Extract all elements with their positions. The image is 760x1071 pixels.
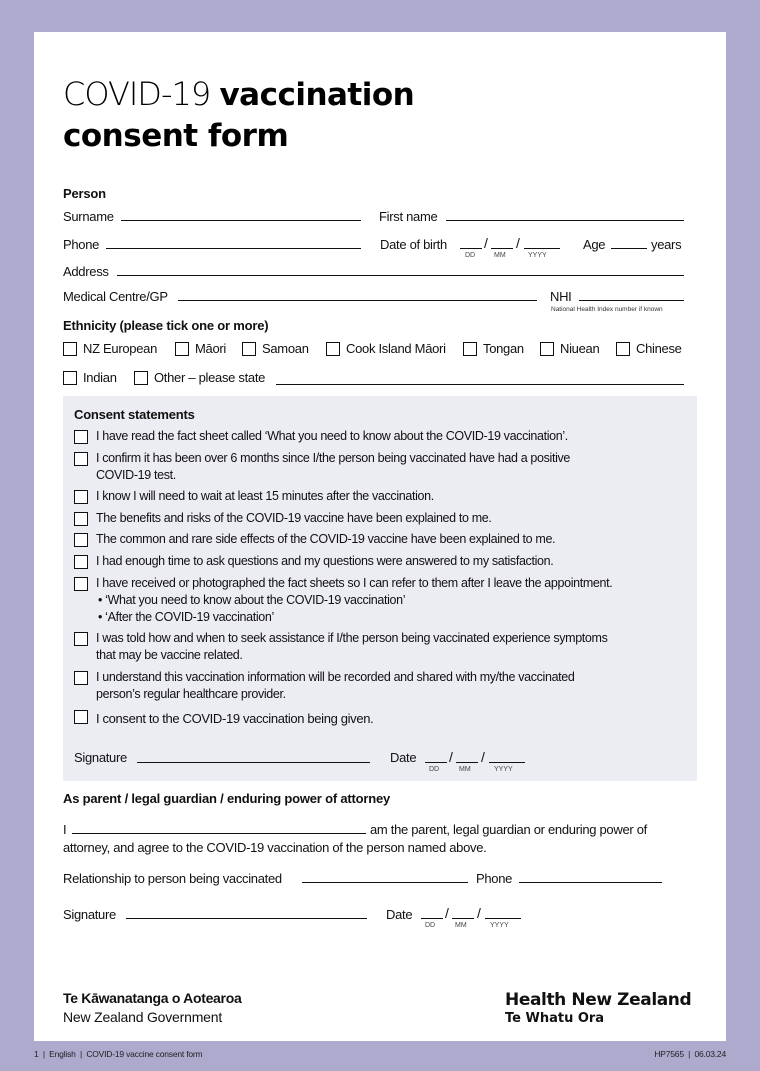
dob-month-field[interactable] [491, 248, 513, 249]
consent-statement: The common and rare side effects of the COVID-19 vaccine have been explained to me. [96, 532, 556, 546]
consent-statement-cont: COVID-19 test. [96, 468, 176, 482]
guardian-name-field[interactable] [72, 833, 366, 834]
consent-statement-final: I consent to the COVID-19 vaccination being given. [96, 711, 374, 726]
slash: / [516, 235, 520, 251]
ethnicity-checkbox-other[interactable] [134, 371, 148, 385]
dd-hint: DD [425, 922, 436, 929]
ethnicity-option: Chinese [636, 341, 682, 356]
nhi-field[interactable] [579, 300, 684, 301]
nhi-note: National Health Index number if known [551, 306, 663, 313]
te-whatu-ora-logo: Te Whatu Ora [505, 1011, 605, 1026]
yyyy-hint: YYYY [490, 922, 509, 929]
consent-statement: The benefits and risks of the COVID-19 vaccine have been explained to me. [96, 511, 492, 525]
consent-checkbox-3[interactable] [74, 490, 88, 504]
slash: / [484, 235, 488, 251]
consent-checkbox-8[interactable] [74, 632, 88, 646]
ethnicity-option: Tongan [483, 341, 524, 356]
yyyy-hint: YYYY [494, 766, 513, 773]
ethnicity-option: Niuean [560, 341, 600, 356]
ethnicity-checkbox-tongan[interactable] [463, 342, 477, 356]
nhi-label: NHI [550, 289, 572, 304]
first-name-label: First name [379, 209, 438, 224]
yyyy-hint: YYYY [528, 252, 547, 259]
ethnicity-option: Māori [195, 341, 227, 356]
age-field[interactable] [611, 248, 647, 249]
gp-label: Medical Centre/GP [63, 289, 168, 304]
slash: / [477, 905, 481, 921]
slash: / [449, 749, 453, 765]
bullet-item: • ‘What you need to know about the COVID-19 vaccination’ [98, 593, 406, 607]
ethnicity-option: Samoan [262, 341, 309, 356]
consent-statement: I was told how and when to seek assistance if I/the person being vaccinated experience symptoms [96, 631, 608, 645]
footer-left: 1 | English | COVID-19 vaccine consent form [34, 1049, 203, 1059]
surname-label: Surname [63, 209, 114, 224]
form-page [34, 32, 726, 1041]
dob-year-field[interactable] [524, 248, 560, 249]
consent-statement: I understand this vaccination information will be recorded and shared with my/the vaccinated [96, 670, 575, 684]
ethnicity-checkbox-chinese[interactable] [616, 342, 630, 356]
consent-checkbox-7[interactable] [74, 577, 88, 591]
bullet-item: • ‘After the COVID-19 vaccination’ [98, 610, 274, 624]
ethnicity-checkbox-nz-european[interactable] [63, 342, 77, 356]
ethnicity-checkbox-cook-island-maori[interactable] [326, 342, 340, 356]
guardian-signature-label: Signature [63, 907, 116, 922]
health-nz-logo: Health New Zealand [505, 990, 692, 1010]
ethnicity-option: Cook Island Māori [346, 341, 446, 356]
guardian-date-month-field[interactable] [452, 918, 474, 919]
date-day-field[interactable] [425, 762, 447, 763]
date-month-field[interactable] [456, 762, 478, 763]
date-label: Date [390, 750, 417, 765]
consent-checkbox-5[interactable] [74, 533, 88, 547]
mm-hint: MM [494, 252, 506, 259]
guardian-date-label: Date [386, 907, 413, 922]
age-label: Age [583, 237, 606, 252]
date-year-field[interactable] [489, 762, 525, 763]
dd-hint: DD [465, 252, 476, 259]
consent-statement-cont: that may be vaccine related. [96, 648, 243, 662]
gp-field[interactable] [178, 300, 537, 301]
consent-statement-cont: person’s regular healthcare provider. [96, 687, 286, 701]
guardian-date-year-field[interactable] [485, 918, 521, 919]
nz-government-logo-maori: Te Kāwanatanga o Aotearoa [63, 990, 242, 1006]
relationship-field[interactable] [302, 882, 468, 883]
consent-statement: I had enough time to ask questions and my questions were answered to my satisfaction. [96, 554, 554, 568]
ethnicity-checkbox-maori[interactable] [175, 342, 189, 356]
address-label: Address [63, 264, 109, 279]
guardian-signature-field[interactable] [126, 918, 367, 919]
slash: / [481, 749, 485, 765]
nz-government-logo-english: New Zealand Government [63, 1009, 223, 1025]
ethnicity-option: NZ European [83, 341, 158, 356]
relationship-label: Relationship to person being vaccinated [63, 871, 282, 886]
years-label: years [651, 237, 682, 252]
ethnicity-checkbox-indian[interactable] [63, 371, 77, 385]
dd-hint: DD [429, 766, 440, 773]
slash: / [445, 905, 449, 921]
consent-checkbox-10[interactable] [74, 710, 88, 724]
person-heading: Person [63, 186, 106, 201]
ethnicity-option: Other – please state [154, 370, 266, 385]
consent-checkbox-6[interactable] [74, 555, 88, 569]
guardian-phone-field[interactable] [519, 882, 662, 883]
page-title: COVID-19 vaccination consent form [63, 75, 415, 154]
consent-checkbox-2[interactable] [74, 452, 88, 466]
consent-checkbox-1[interactable] [74, 430, 88, 444]
guardian-date-day-field[interactable] [421, 918, 443, 919]
dob-label: Date of birth [380, 237, 447, 252]
signature-field[interactable] [137, 762, 370, 763]
first-name-field[interactable] [446, 220, 684, 221]
mm-hint: MM [459, 766, 471, 773]
consent-checkbox-9[interactable] [74, 671, 88, 685]
guardian-phone-label: Phone [476, 871, 513, 886]
signature-label: Signature [74, 750, 127, 765]
consent-statement: I know I will need to wait at least 15 minutes after the vaccination. [96, 489, 434, 503]
mm-hint: MM [455, 922, 467, 929]
guardian-i-label: I [63, 822, 67, 837]
consent-statement: I confirm it has been over 6 months since I/the person being vaccinated have had a positive [96, 451, 571, 465]
consent-statement: I have received or photographed the fact sheets so I can refer to them after I leave the appointment. [96, 576, 613, 590]
guardian-text-2: attorney, and agree to the COVID-19 vaccination of the person named above. [63, 840, 487, 855]
other-ethnicity-field[interactable] [276, 384, 684, 385]
dob-day-field[interactable] [460, 248, 482, 249]
consent-statement: I have read the fact sheet called ‘What you need to know about the COVID-19 vaccination’. [96, 429, 568, 443]
ethnicity-checkbox-niuean[interactable] [540, 342, 554, 356]
ethnicity-heading: Ethnicity (please tick one or more) [63, 318, 269, 333]
footer-right: HP7565 | 06.03.24 [654, 1049, 726, 1059]
address-field[interactable] [117, 275, 684, 276]
consent-heading: Consent statements [74, 407, 195, 422]
ethnicity-option: Indian [83, 370, 117, 385]
guardian-heading: As parent / legal guardian / enduring power of attorney [63, 791, 391, 806]
consent-checkbox-4[interactable] [74, 512, 88, 526]
guardian-text-1: am the parent, legal guardian or enduring power of [370, 822, 647, 837]
phone-label: Phone [63, 237, 100, 252]
phone-field[interactable] [106, 248, 361, 249]
ethnicity-checkbox-samoan[interactable] [242, 342, 256, 356]
surname-field[interactable] [121, 220, 361, 221]
